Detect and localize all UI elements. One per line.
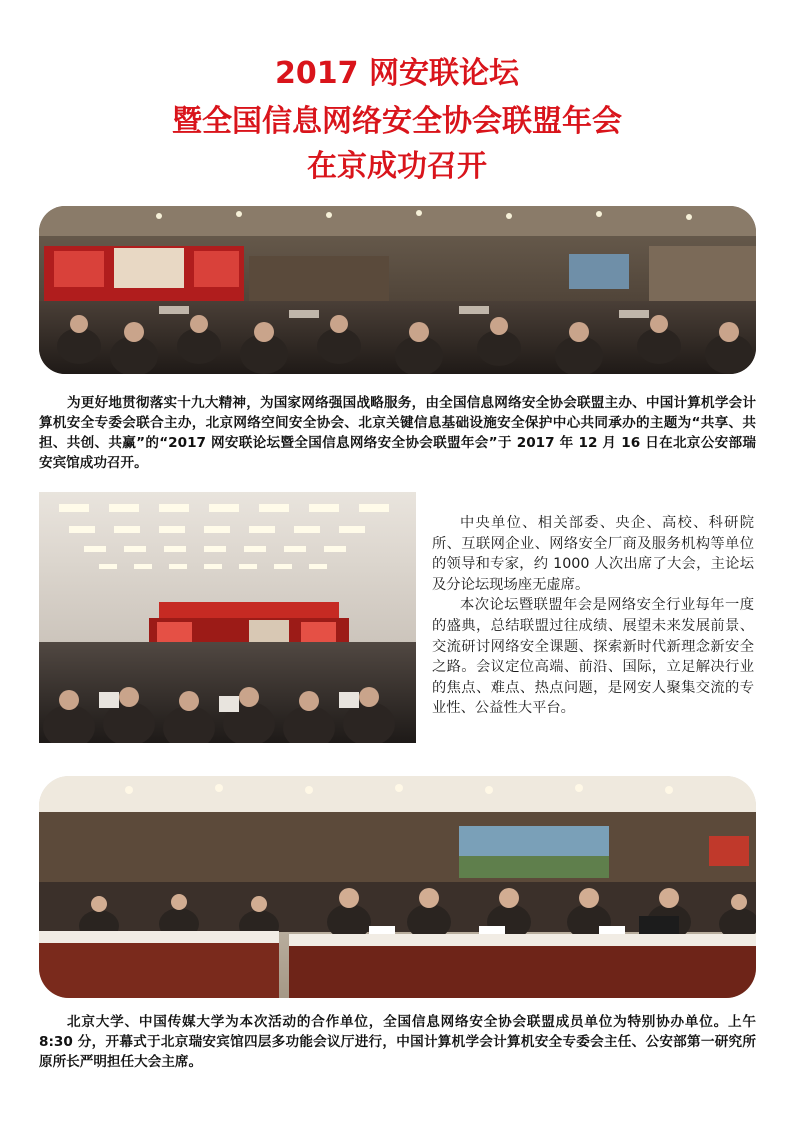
title-line-2: 暨全国信息网络安全协会联盟年会	[172, 104, 622, 139]
auditorium-stage-photo	[39, 492, 416, 743]
attendance-paragraph: 中央单位、相关部委、央企、高校、科研院所、互联网企业、网络安全厂商及服务机构等单位的领导和专家，约 1000 人次出席了大会，主论坛及分论坛现场座无虚席。	[432, 515, 754, 593]
title-line-3: 在京成功召开	[307, 149, 487, 184]
intro-paragraph: 为更好地贯彻落实十九大精神，为国家网络强国战略服务，由全国信息网络安全协会联盟主办、中国计算机学会计算机安全专委会联合主办，北京网络空间安全协会、北京关键信息基础设施安全保护中心共同承办的主题为“共享、共担、共创、共赢”的“2017 网安联论坛暨全国信息网络安全协会联盟年会”于 2017 年 12 月 16 日在北京公安部瑞安宾馆成功召开。	[39, 395, 756, 471]
delegates-front-row-photo	[39, 776, 756, 998]
cooperation-paragraph: 北京大学、中国传媒大学为本次活动的合作单位，全国信息网络安全协会联盟成员单位为特别协办单位。上午 8:30 分，开幕式于北京瑞安宾馆四层多功能会议厅进行，中国计算机学会计算机安全专委会主任、公安部第一研究所原所长严明担任大会主席。	[39, 1014, 756, 1070]
conference-hall-photo	[39, 206, 756, 374]
side-text	[432, 513, 754, 719]
title-line-1: 2017 网安联论坛	[275, 56, 519, 91]
forum-description-paragraph: 本次论坛暨联盟年会是网络安全行业每年一度的盛典，总结联盟过往成绩、展望未来发展前景、交流研讨网络安全课题、探索新时代新理念新安全之路。会议定位高端、前沿、国际，立足解决行业的焦点、难点、热点问题，是网安人聚集交流的专业性、公益性大平台。	[432, 597, 754, 717]
